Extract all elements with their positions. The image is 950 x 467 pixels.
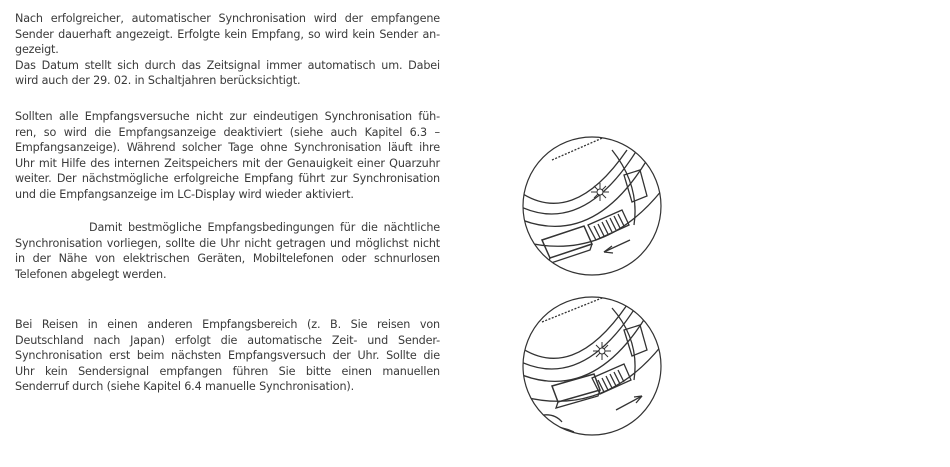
arrow-right-icon xyxy=(616,396,642,410)
text-line: Empfangsanzeige). Während solcher Tage ohne Synchronisation läuft ihre xyxy=(15,141,440,155)
arrow-left-icon xyxy=(604,240,630,253)
text-line: wird auch der 29. 02. in Schaltjahren berücksichtigt. xyxy=(15,74,301,88)
text-line: Senderruf durch (siehe Kapitel 6.4 manuelle Synchronisation). xyxy=(15,380,355,394)
text-line: Sollten alle Empfangsversuche nicht zur eindeutigen Synchronisation füh- xyxy=(15,110,440,123)
text-line: Das Datum stellt sich durch das Zeitsignal immer automatisch um. Dabei xyxy=(15,58,440,72)
text-line: ren, so wird die Empfangsanzeige deaktiviert (siehe auch Kapitel 6.3 – xyxy=(15,125,440,139)
watch-button-illustration-top xyxy=(512,130,672,282)
text-line: Bei Reisen in einen anderen Empfangsbereich (z. B. Sie reisen von xyxy=(15,318,440,331)
text-line-content: Damit bestmögliche Empfangsbedingungen für die nächtliche xyxy=(89,221,440,234)
text-line: gezeigt. xyxy=(15,43,59,57)
paragraph-travel xyxy=(15,317,440,395)
signal-burst-icon xyxy=(591,183,609,201)
watch-button-illustration-bottom xyxy=(512,290,672,442)
text-line: Sender dauerhaft angezeigt. Erfolgte kein Empfang, so wird kein Sender an- xyxy=(15,27,440,41)
paragraph-reception-conditions xyxy=(15,220,440,282)
text-line: Deutschland nach Japan) erfolgt die automatische Zeit- und Sender- xyxy=(15,333,440,347)
text-line: Nach erfolgreicher, automatischer Synchronisation wird der empfangene xyxy=(15,12,440,25)
text-line: Telefonen abgelegt werden. xyxy=(15,267,167,281)
text-line: Uhr kein Sendersignal empfangen führen Sie bitte einen manuellen xyxy=(15,364,440,378)
text-line: und die Empfangsanzeige im LC-Display wird wieder aktiviert. xyxy=(15,187,354,201)
text-line: Synchronisation erst beim nächsten Empfangsversuch der Uhr. Sollte die xyxy=(15,349,440,363)
text-line: Synchronisation vorliegen, sollte die Uhr nicht getragen und möglichst nicht xyxy=(15,236,440,250)
paragraph-received-sender xyxy=(15,11,440,89)
text-line: weiter. Der nächstmögliche erfolgreiche Empfang führt zur Synchronisation xyxy=(15,172,440,186)
signal-burst-icon xyxy=(593,342,611,360)
text-line: Uhr mit Hilfe des internen Zeitspeichers mit der Genauigkeit einer Quarzuhr xyxy=(15,156,440,170)
text-line: in der Nähe von elektrischen Geräten, Mobiltelefonen oder schnurlosen xyxy=(15,252,440,266)
paragraph-deactivated-reception xyxy=(15,109,440,203)
text-line xyxy=(15,220,440,236)
